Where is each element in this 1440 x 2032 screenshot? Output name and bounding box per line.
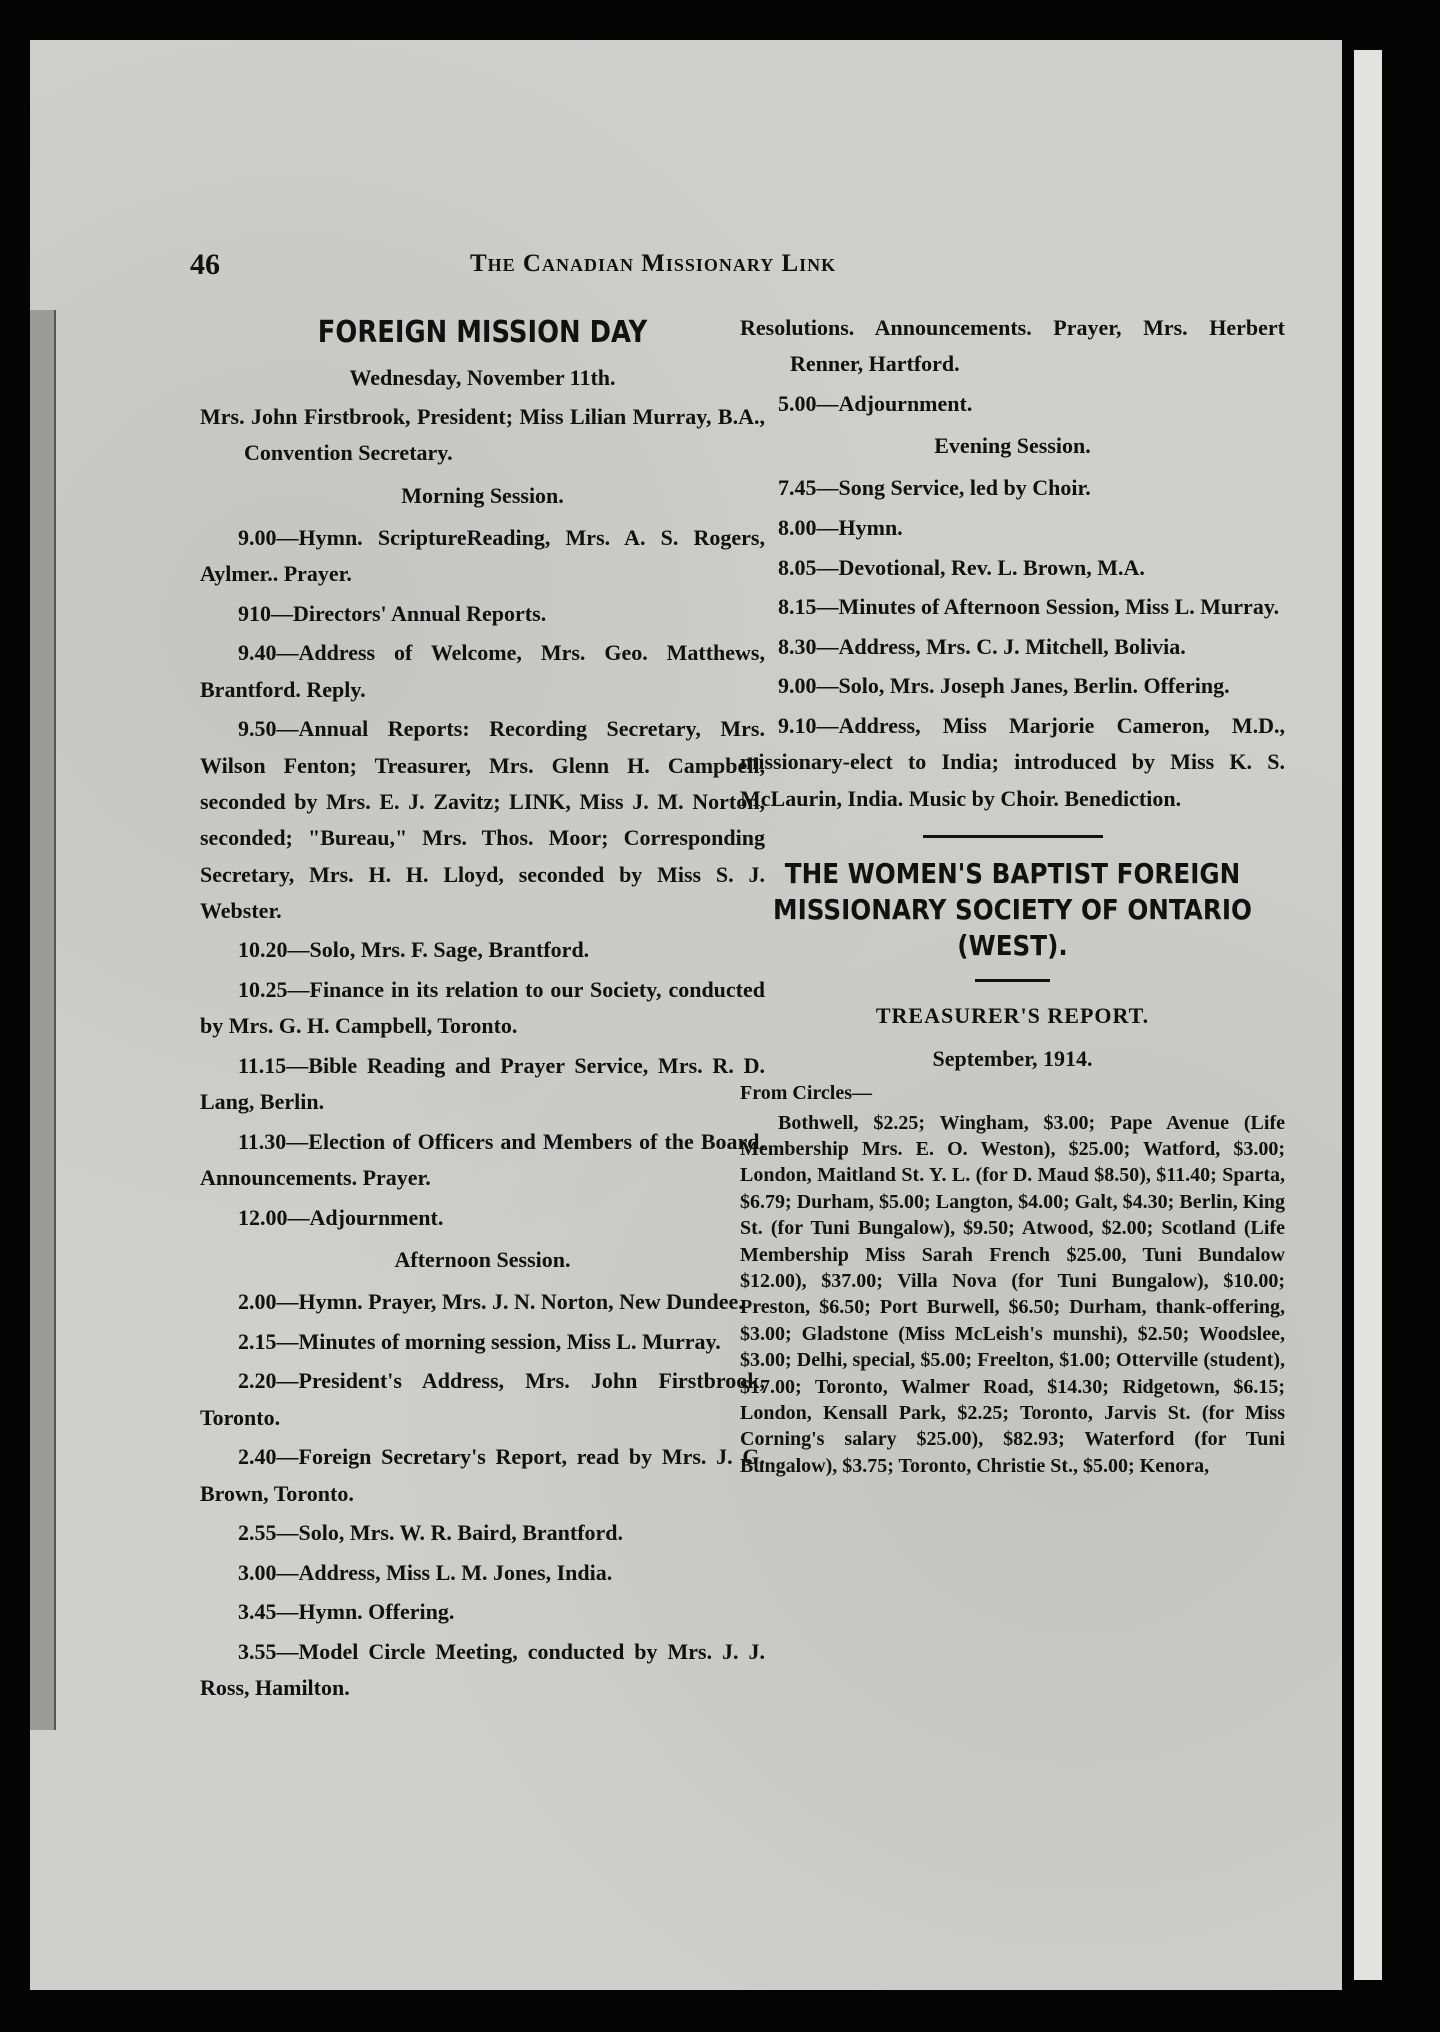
program-entry: 2.20—President's Address, Mrs. John Firstbrook, Toronto.	[200, 1368, 765, 1430]
program-entry: 3.45—Hymn. Offering.	[238, 1599, 455, 1625]
treasurer-report-heading: TREASURER'S REPORT.	[875, 1003, 1150, 1029]
event-date: Wednesday, November 11th.	[349, 364, 616, 390]
foreign-mission-day-heading: FOREIGN MISSION DAY	[317, 315, 648, 350]
program-entry: 9.50—Annual Reports: Recording Secretary, Mrs. Wilson Fenton; Treasurer, Mrs. Glenn H. Campbell, seconded by Mrs. E. J. Zavitz; LINK, Miss J. M. Norton, seconded; "Bureau," Mrs. Thos. Moor; Corresponding Secretary, Mrs. H. H. Lloyd, seconded by Miss S. J. Webster.	[200, 716, 765, 923]
program-entry: 2.40—Foreign Secretary's Report, read by Mrs. J. G. Brown, Toronto.	[200, 1444, 765, 1506]
morning-session-heading: Morning Session.	[401, 482, 564, 508]
program-entry: 12.00—Adjournment.	[238, 1204, 444, 1230]
program-entry: 8.30—Address, Mrs. C. J. Mitchell, Bolivia.	[778, 633, 1186, 659]
program-entry: 10.20—Solo, Mrs. F. Sage, Brantford.	[238, 937, 590, 963]
program-entry: 9.40—Address of Welcome, Mrs. Geo. Matthews, Brantford. Reply.	[200, 640, 765, 702]
evening-session-heading: Evening Session.	[934, 433, 1091, 459]
program-continuation: Resolutions. Announcements. Prayer, Mrs. Herbert Renner, Hartford.	[740, 315, 1285, 377]
program-entry: 7.45—Song Service, led by Choir.	[778, 475, 1091, 501]
society-title: THE WOMEN'S BAPTIST FOREIGN MISSIONARY SOCIETY OF ONTARIO (WEST).	[773, 856, 1252, 962]
program-entry: 2.15—Minutes of morning session, Miss L. Murray.	[238, 1328, 721, 1354]
program-entry: 3.00—Address, Miss L. M. Jones, India.	[238, 1559, 613, 1585]
program-entry: 9.10—Address, Miss Marjorie Cameron, M.D., missionary-elect to India; introduced by Miss K. S. McLaurin, India. Music by Choir. Benediction.	[740, 713, 1285, 811]
program-entry: 9.00—Solo, Mrs. Joseph Janes, Berlin. Offering.	[778, 673, 1230, 699]
officers: Mrs. John Firstbrook, President; Miss Lilian Murray, B.A., Convention Secretary.	[200, 404, 765, 466]
program-entry: 10.25—Finance in its relation to our Society, conducted by Mrs. G. H. Campbell, Toronto.	[200, 977, 765, 1039]
program-entry: 8.00—Hymn.	[778, 515, 903, 541]
short-divider	[975, 979, 1050, 982]
evening-program	[740, 470, 1285, 816]
program-entry: 910—Directors' Annual Reports.	[238, 600, 547, 626]
afternoon-program	[200, 1284, 765, 1706]
page-scan	[30, 40, 1342, 1990]
program-entry: 3.55—Model Circle Meeting, conducted by Mrs. J. J. Ross, Hamilton.	[200, 1639, 765, 1701]
afternoon-session-heading: Afternoon Session.	[394, 1247, 571, 1272]
program-entry: 9.00—Hymn. ScriptureReading, Mrs. A. S. Rogers, Aylmer.. Prayer.	[200, 524, 765, 587]
program-entry: 5.00—Adjournment.	[778, 390, 973, 416]
program-entry: 8.15—Minutes of Afternoon Session, Miss L. Murray.	[778, 594, 1280, 620]
program-entry: 11.30—Election of Officers and Members of the Board. Announcements. Prayer.	[200, 1128, 765, 1191]
program-entry: 11.15—Bible Reading and Prayer Service, Mrs. R. D. Lang, Berlin.	[200, 1052, 765, 1115]
running-head	[190, 248, 1290, 288]
section-divider	[923, 835, 1103, 838]
program-entry: 2.55—Solo, Mrs. W. R. Baird, Brantford.	[238, 1520, 624, 1546]
report-date: September, 1914.	[932, 1045, 1093, 1071]
program-entry: 8.05—Devotional, Rev. L. Brown, M.A.	[778, 554, 1145, 580]
next-page-edge	[1354, 50, 1382, 1980]
binding-strip	[30, 310, 56, 1730]
page-number: 46	[190, 248, 220, 281]
left-column	[200, 310, 765, 1710]
journal-title: The Canadian Missionary Link	[470, 250, 837, 277]
from-circles-label: From Circles—	[740, 1082, 873, 1105]
right-column	[740, 310, 1285, 1482]
morning-program	[200, 520, 765, 1236]
report-body: Bothwell, $2.25; Wingham, $3.00; Pape Avenue (Life Membership Mrs. E. O. Weston), $25.00; Watford, $3.00; London, Maitland St. Y. L. (for D. Maud $8.50), $11.40; Sparta, $6.79; Durham, $5.00; Langton, $4.00; Galt, $4.30; Berlin, King St. (for Tuni Bungalow), $9.50; Atwood, $2.00; Scotland (Life Membership Miss Sarah French $25.00, Tuni Bundalow $12.00), $37.00; Villa Nova (for Tuni Bungalow), $10.00; Preston, $6.50; Port Burwell, $6.50; Durham, thank-offering, $3.00; Gladstone (Miss McLeish's munshi), $2.50; Woodslee, $3.00; Delhi, special, $5.00; Freelton, $1.00; Otterville (student), $17.00; Toronto, Walmer Road, $14.30; Ridgetown, $6.15; London, Kensall Park, $2.25; Toronto, Jarvis St. (for Miss Corning's salary $25.00), $82.93; Waterford (for Tuni Bungalow), $3.75; Toronto, Christie St., $5.00; Kenora,	[740, 1111, 1285, 1477]
program-entry: 2.00—Hymn. Prayer, Mrs. J. N. Norton, New Dundee.	[238, 1289, 744, 1315]
